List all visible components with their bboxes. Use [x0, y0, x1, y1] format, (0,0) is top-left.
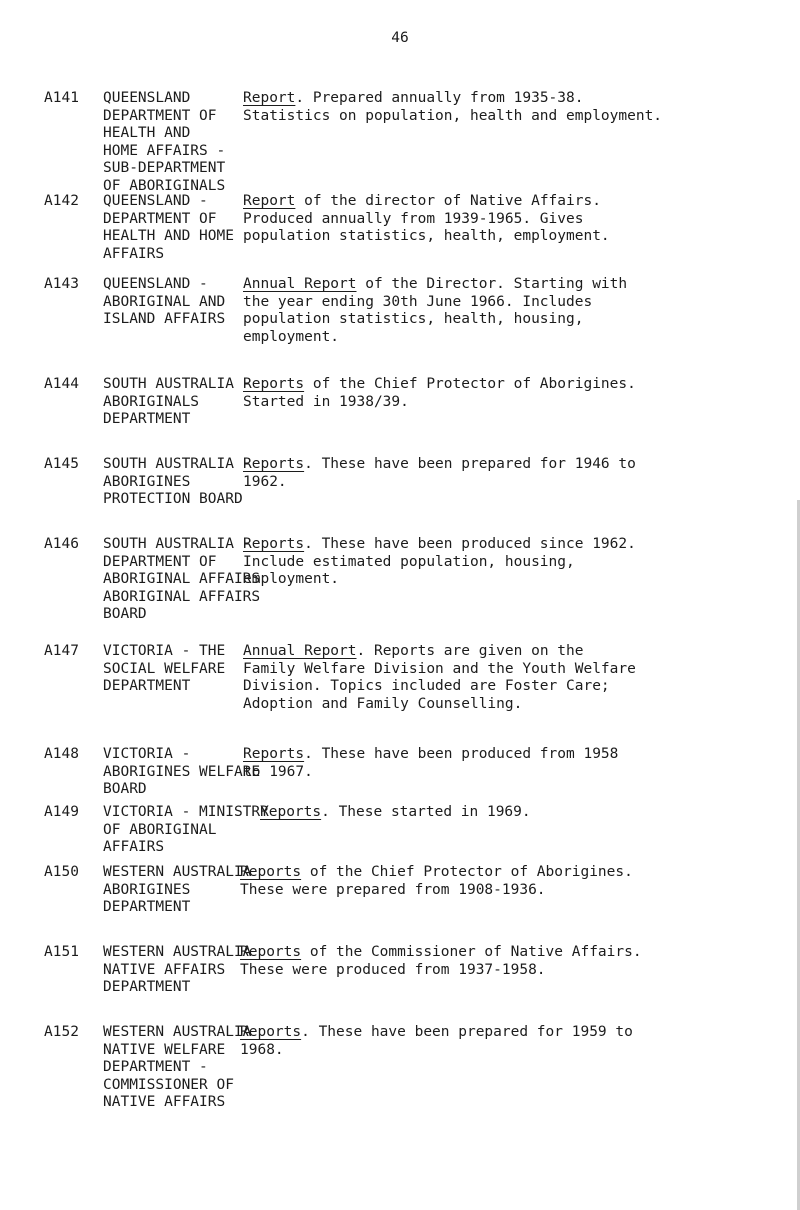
- entry-code: A148: [44, 746, 79, 762]
- agency-line: DEPARTMENT: [103, 979, 191, 995]
- description-line: Produced annually from 1939-1965. Gives: [243, 210, 584, 227]
- agency-line: DEPARTMENT: [103, 899, 191, 915]
- description-line: These were produced from 1937-1958.: [240, 961, 546, 978]
- agency-line: ABORIGINES: [103, 881, 191, 898]
- description-text: . Prepared annually from 1935-38.: [295, 90, 584, 106]
- document-type: Reports: [260, 804, 322, 820]
- agency-line: ABORIGINES WELFARE: [103, 763, 261, 780]
- agency-line: WESTERN AUSTRALIA: [103, 944, 252, 960]
- agency-line: HEALTH AND HOME: [103, 228, 234, 244]
- agency-line: DEPARTMENT -: [103, 1059, 208, 1075]
- description-line: 1962.: [243, 473, 287, 490]
- entry-code: A145: [44, 456, 79, 472]
- entry-description: [243, 376, 763, 411]
- description-text: . These have been produced since 1962.: [304, 536, 636, 552]
- description-text: of the Chief Protector of Aborigines.: [304, 376, 636, 392]
- agency-line: ABORIGINAL AND: [103, 293, 226, 310]
- agency-line: HEALTH AND: [103, 125, 191, 141]
- agency-line: SOCIAL WELFARE: [103, 660, 226, 677]
- description-line: Include estimated population, housing,: [243, 553, 575, 570]
- description-line: [240, 944, 760, 962]
- document-type: Annual Report: [243, 276, 357, 292]
- agency-line: VICTORIA -: [103, 746, 191, 762]
- description-text: . Reports are given on the: [356, 643, 584, 659]
- agency-line: DEPARTMENT: [103, 678, 191, 694]
- document-type: Report: [243, 193, 296, 209]
- agency-line: NATIVE AFFAIRS: [103, 1094, 226, 1110]
- agency-line: ISLAND AFFAIRS: [103, 311, 226, 327]
- page-number: 46: [391, 30, 409, 46]
- agency-line: COMMISSIONER OF: [103, 1076, 234, 1093]
- entry-code: A151: [44, 944, 79, 960]
- agency-line: WESTERN AUSTRALIA: [103, 864, 252, 880]
- description-line: the year ending 30th June 1966. Includes: [243, 293, 593, 310]
- description-line: [243, 90, 763, 108]
- agency-line: DEPARTMENT OF: [103, 210, 217, 227]
- agency-line: DEPARTMENT OF: [103, 107, 217, 124]
- description-line: Division. Topics included are Foster Care;: [243, 678, 610, 694]
- entry-description: [243, 536, 763, 589]
- agency-line: SOUTH AUSTRALIA -: [103, 456, 252, 472]
- description-line: Statistics on population, health and employment.: [243, 107, 663, 124]
- agency-line: SOUTH AUSTRALIA -: [103, 376, 252, 392]
- document-type: Reports: [243, 746, 305, 762]
- agency-line: QUEENSLAND -: [103, 276, 208, 292]
- agency-line: AFFAIRS: [103, 245, 165, 262]
- description-text: . These started in 1969.: [321, 804, 531, 820]
- document-type: Report: [243, 90, 296, 106]
- entry-code: A144: [44, 376, 79, 392]
- description-text: . These have been prepared for 1959 to: [301, 1024, 633, 1040]
- entry-description: [243, 193, 763, 246]
- agency-line: AFFAIRS: [103, 839, 165, 855]
- agency-line: OF ABORIGINAL: [103, 821, 217, 838]
- description-line: [243, 746, 763, 764]
- description-line: Adoption and Family Counselling.: [243, 695, 523, 712]
- agency-line: VICTORIA - THE: [103, 643, 226, 659]
- entry-code: A147: [44, 643, 79, 659]
- description-line: [243, 376, 763, 394]
- entry-code: A150: [44, 864, 79, 880]
- description-line: population statistics, health, housing,: [243, 311, 584, 327]
- document-type: Reports: [240, 1024, 302, 1040]
- description-line: population statistics, health, employment.: [243, 228, 610, 244]
- document-type: Reports: [243, 456, 305, 472]
- entry-description: [240, 1024, 760, 1059]
- document-type: Reports: [243, 536, 305, 552]
- description-text: . These have been produced from 1958: [304, 746, 619, 762]
- description-line: [240, 1024, 760, 1042]
- agency-line: ABORIGINAL AFFAIRS: [103, 588, 261, 605]
- description-line: to 1967.: [243, 763, 313, 780]
- entry-code: A152: [44, 1024, 79, 1040]
- entry-code: A141: [44, 90, 79, 106]
- description-text: . These have been prepared for 1946 to: [304, 456, 636, 472]
- description-line: [243, 276, 763, 294]
- document-type: Reports: [243, 376, 305, 392]
- description-line: These were prepared from 1908-1936.: [240, 881, 546, 898]
- agency-line: PROTECTION BOARD: [103, 491, 243, 507]
- description-line: [240, 864, 760, 882]
- description-line: [243, 536, 763, 554]
- description-line: [260, 804, 780, 822]
- document-type: Annual Report: [243, 643, 357, 659]
- entry-code: A146: [44, 536, 79, 552]
- agency-line: ABORIGINAL AFFAIRS: [103, 571, 261, 587]
- entry-description: [243, 456, 763, 491]
- document-type: Reports: [240, 944, 302, 960]
- description-line: [243, 456, 763, 474]
- agency-line: OF ABORIGINALS: [103, 177, 226, 194]
- agency-line: WESTERN AUSTRALIA: [103, 1024, 252, 1040]
- entry-description: [243, 90, 763, 125]
- description-text: of the Commissioner of Native Affairs.: [301, 944, 642, 960]
- description-text: of the Chief Protector of Aborigines.: [301, 864, 633, 880]
- entry-description: [243, 276, 763, 346]
- description-line: employment.: [243, 328, 340, 345]
- agency-line: SUB-DEPARTMENT: [103, 160, 226, 176]
- agency-line: QUEENSLAND: [103, 90, 191, 106]
- entry-description: [260, 804, 780, 822]
- agency-line: DEPARTMENT: [103, 411, 191, 427]
- description-text: of the director of Native Affairs.: [295, 193, 601, 209]
- description-text: of the Director. Starting with: [356, 276, 628, 292]
- agency-line: QUEENSLAND -: [103, 193, 208, 209]
- entry-description: [240, 944, 760, 979]
- agency-line: SOUTH AUSTRALIA -: [103, 536, 252, 552]
- description-line: [243, 643, 763, 661]
- entry-code: A142: [44, 193, 79, 209]
- description-line: [243, 193, 763, 211]
- description-line: Family Welfare Division and the Youth Welfare: [243, 660, 636, 677]
- agency-line: DEPARTMENT OF: [103, 553, 217, 570]
- agency-line: BOARD: [103, 606, 147, 622]
- entry-description: [243, 746, 763, 781]
- agency-line: BOARD: [103, 781, 147, 797]
- entry-description: [240, 864, 760, 899]
- agency-line: ABORIGINES: [103, 473, 191, 490]
- entry-code: A143: [44, 276, 79, 292]
- description-line: 1968.: [240, 1041, 284, 1058]
- agency-line: HOME AFFAIRS -: [103, 142, 226, 159]
- description-line: employment.: [243, 571, 340, 587]
- agency-line: NATIVE AFFAIRS: [103, 961, 226, 978]
- description-line: Started in 1938/39.: [243, 393, 409, 410]
- agency-line: ABORIGINALS: [103, 393, 200, 410]
- agency-line: VICTORIA - MINISTRY: [103, 804, 269, 820]
- entry-description: [243, 643, 763, 713]
- entry-code: A149: [44, 804, 79, 820]
- agency-line: NATIVE WELFARE: [103, 1041, 226, 1058]
- document-type: Reports: [240, 864, 302, 880]
